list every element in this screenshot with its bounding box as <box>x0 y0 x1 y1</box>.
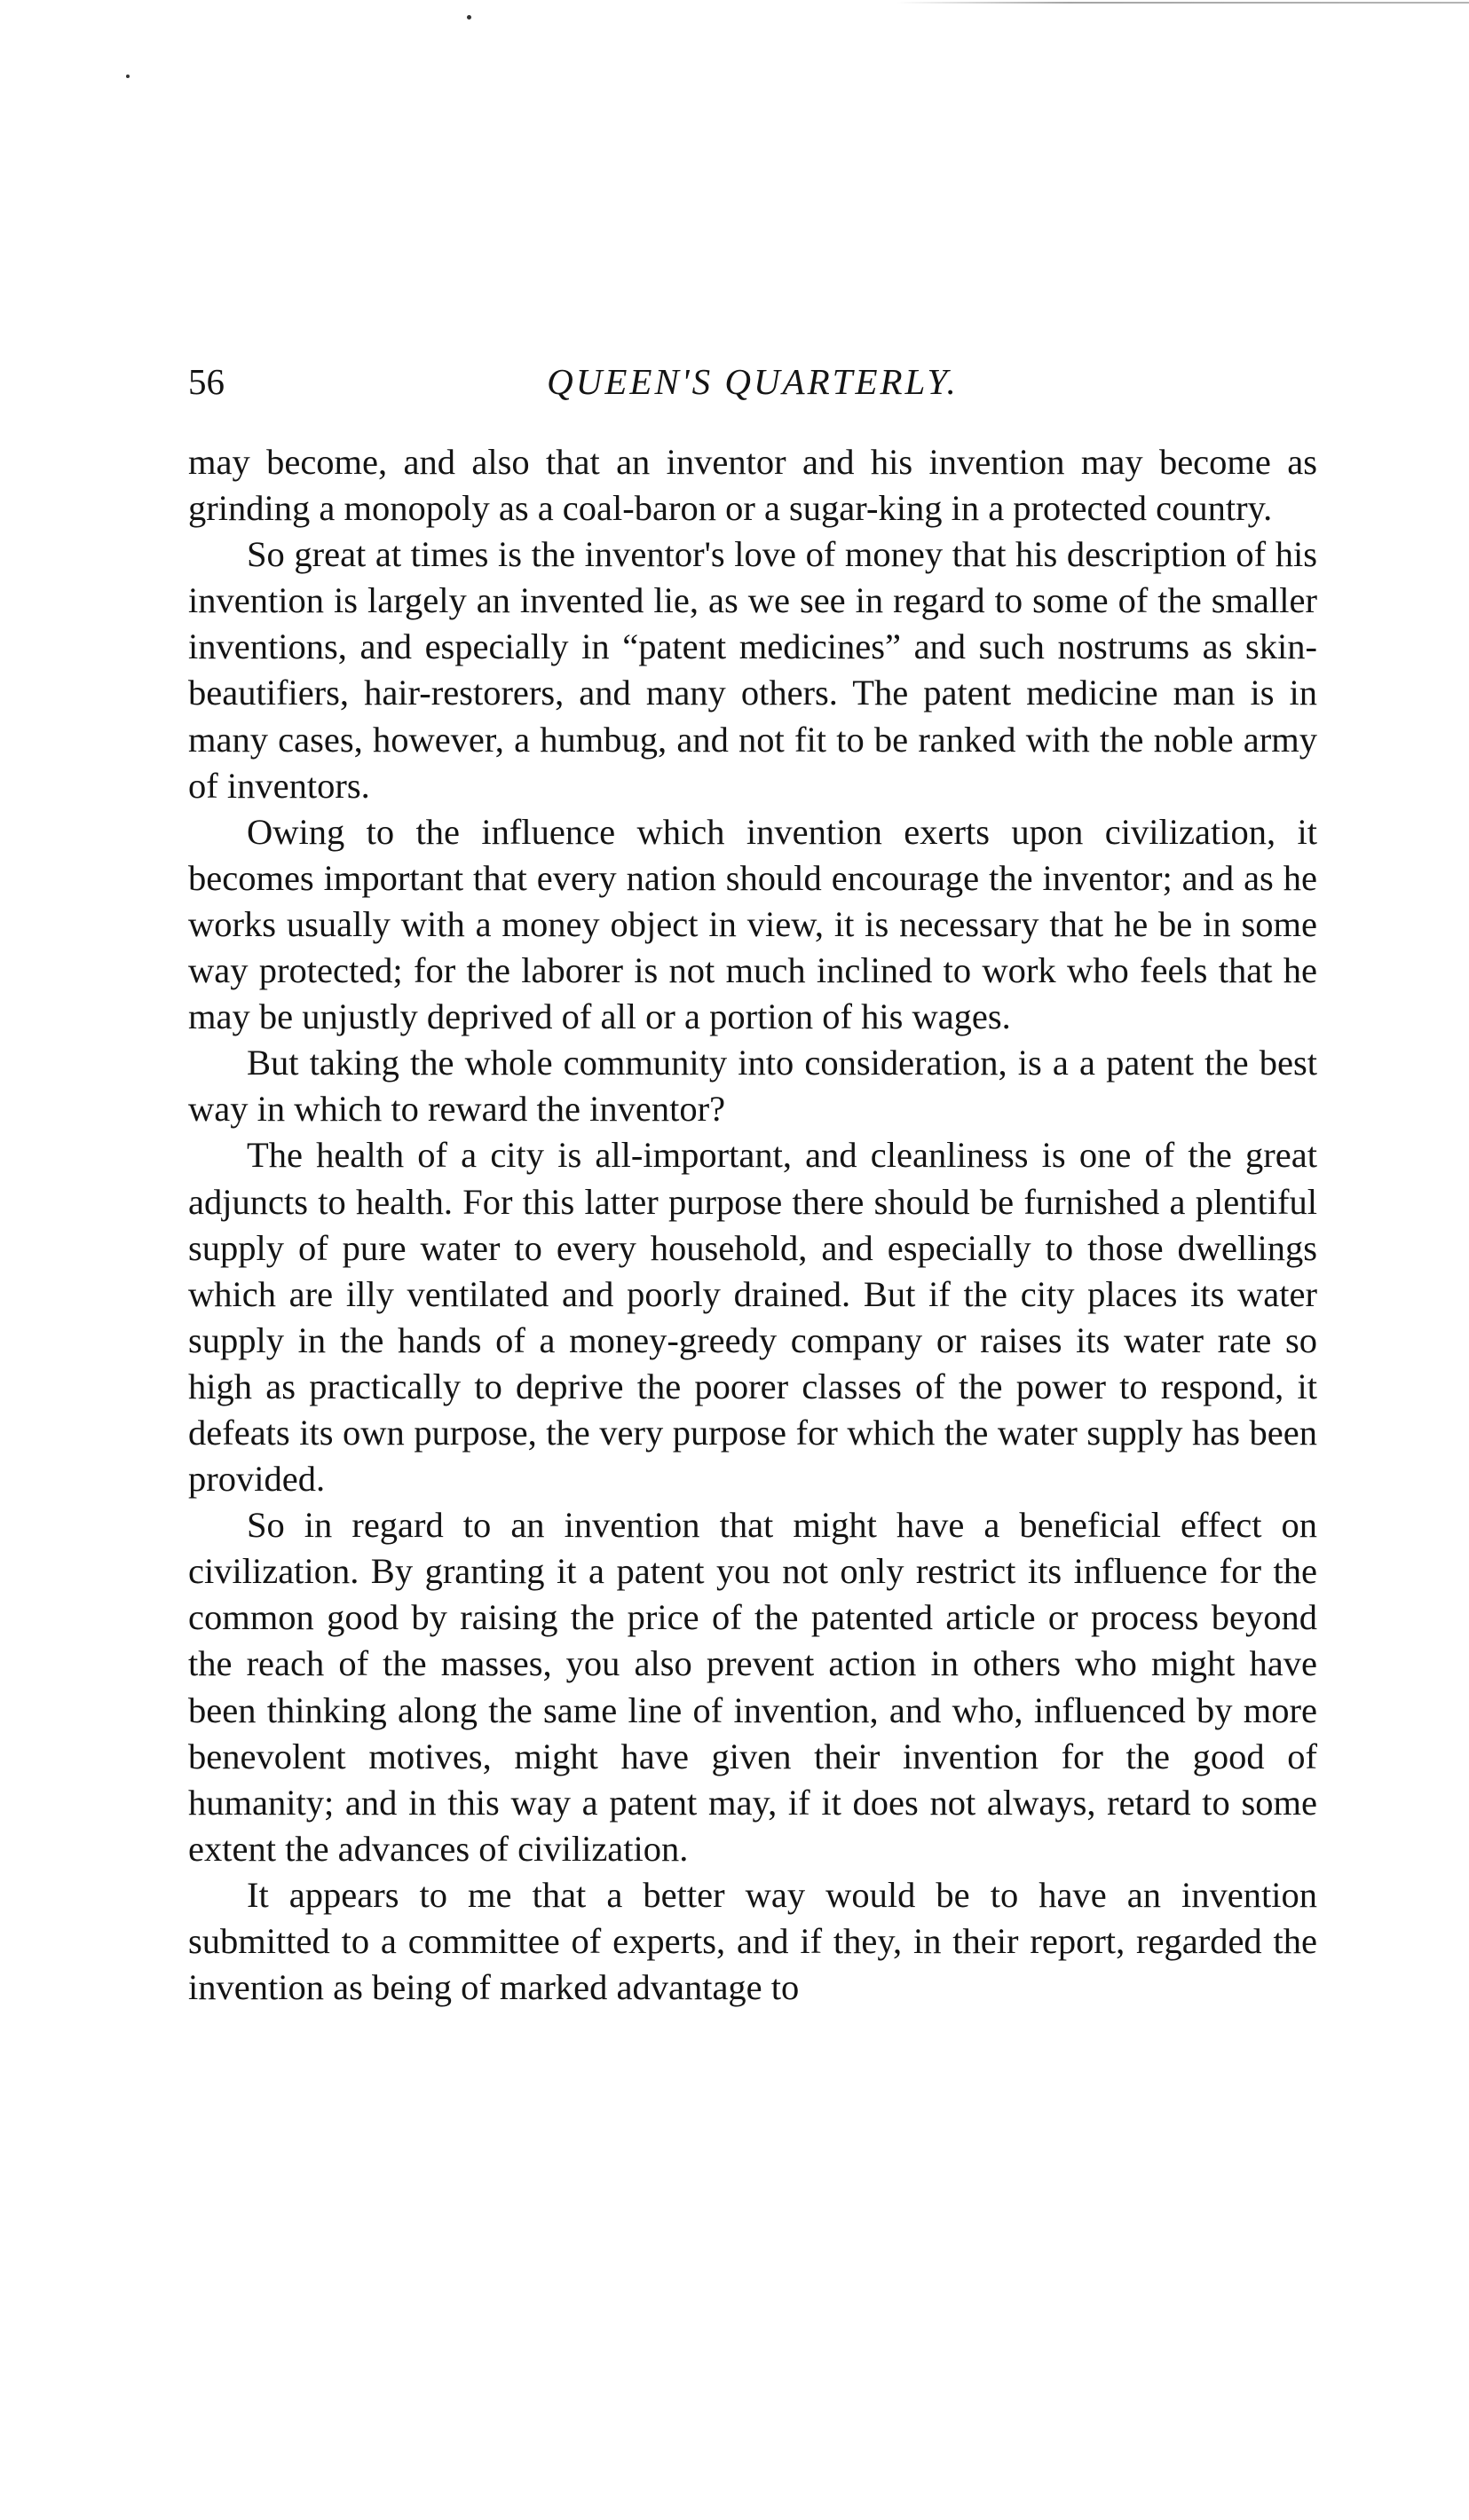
scan-speck <box>126 75 130 78</box>
paragraph: Owing to the influence which invention exerts upon civilization, it becomes important that every nation should encourage the inventor; and as he works usually with a money object in view, it is necessary that he be in some way protected; for the laborer is not much inclined to work who feels that he may be unjustly deprived of all or a portion of his wages. <box>188 811 1317 1037</box>
page-header <box>188 355 1317 408</box>
body-text <box>188 439 1317 2011</box>
paragraph: So in regard to an invention that might have a beneficial effect on civilization. By granting it a patent you not only restrict its influence for the common good by raising the price of the patented article or process beyond the reach of the masses, you also prevent action in others who might have been thinking along the same line of invention, and who, influenced by more benevolent motives, might have given their invention for the good of humanity; and in this way a patent may, if it does not always, retard to some extent the advances of civilization. <box>188 1505 1317 1869</box>
paragraph: may become, and also that an inventor and his invention may become as grinding a monopoly as a coal-baron or a sugar-king in a protected country. <box>188 442 1317 529</box>
paragraph: It appears to me that a better way would be to have an invention submitted to a committee of experts, and if they, in their report, regarded the invention as being of marked advantage to <box>188 1874 1317 2008</box>
paragraph: The health of a city is all-important, and cleanliness is one of the great adjuncts to health. For this latter purpose there should be furnished a plentiful supply of pure water to every household, and especially to those dwellings which are illy ventilated and poorly drained. But if the city places its water supply in the hands of a money-greedy company or raises its water rate so high as practically to deprive the poorer classes of the power to respond, it defeats its own purpose, the very purpose for which the water supply has been provided. <box>188 1135 1317 1500</box>
running-title: QUEEN'S QUARTERLY. <box>547 361 959 402</box>
scan-edge-line <box>896 2 1469 4</box>
scan-speck <box>467 15 471 20</box>
paragraph: But taking the whole community into consideration, is a a patent the best way in which to reward the inventor? <box>188 1043 1317 1130</box>
page-number: 56 <box>188 361 225 402</box>
paragraph: So great at times is the inventor's love of money that his description of his invention is largely an invented lie, as we see in regard to some of the smaller inventions, and especially in “patent medicines” and such nostrums as skin-beautifiers, hair-restorers, and many others. The patent medicine man is in many cases, however, a humbug, and not fit to be ranked with the noble army of inventors. <box>188 534 1317 806</box>
